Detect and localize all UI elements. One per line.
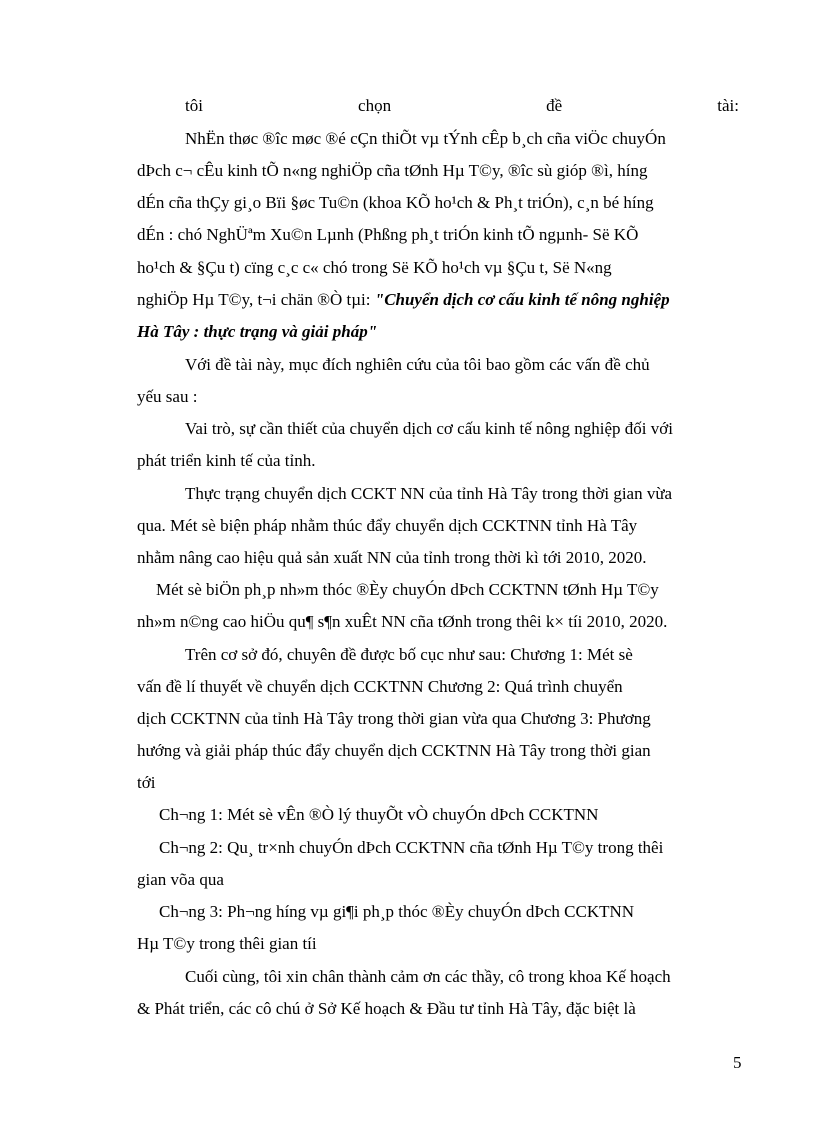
topic-prefix: nghiÖp Hµ T©y, t¬i chän ®Ò tµi:: [137, 290, 375, 309]
intro-word: tài:: [717, 96, 739, 115]
body-line: tới: [137, 773, 156, 792]
body-line: NhËn thøc ®îc møc ®é cÇn thiÕt vµ tÝnh cÊp b¸ch cña viÖc chuyÓn: [185, 129, 666, 148]
topic-line: [137, 288, 741, 312]
body-line: hướng và giải pháp thúc đẩy chuyển dịch CCKTNN Hà Tây trong thời gian: [137, 741, 651, 760]
chapter-line: gian võa qua: [137, 870, 224, 889]
body-line: Với đề tài này, mục đích nghiên cứu của tôi bao gồm các vấn đề chủ: [185, 355, 650, 374]
body-line: nhằm nâng cao hiệu quả sản xuất NN của tỉnh trong thời kì tới 2010, 2020.: [137, 548, 647, 567]
chapter-line: Ch¬ng 3: Ph¬ng híng vµ gi¶i ph¸p thóc ®Èy chuyÓn dÞch CCKTNN: [159, 902, 635, 921]
topic-title: "Chuyển dịch cơ cấu kinh tế nông nghiệp: [374, 290, 670, 309]
body-line: Thực trạng chuyển dịch CCKT NN của tỉnh Hà Tây trong thời gian vừa: [185, 484, 673, 503]
body-line: & Phát triển, các cô chú ở Sở Kế hoạch & Đầu tư tỉnh Hà Tây, đặc biệt là: [137, 999, 636, 1018]
chapter-line: Hµ T©y trong thêi gian tíi: [137, 934, 317, 953]
body-line: nh»m n©ng cao hiÖu qu¶ s¶n xuÊt NN cña tØnh trong thêi k× tíi 2010, 2020.: [137, 612, 668, 631]
body-line: ho¹ch & §Çu t) cïng c¸c c« chó trong Së KÕ ho¹ch vµ §Çu t, Së N«ng: [137, 258, 612, 277]
body-line: Mét sè biÖn ph¸p nh»m thóc ®Èy chuyÓn dÞch CCKTNN tØnh Hµ T©y: [156, 580, 659, 599]
body-line: phát triển kinh tế của tỉnh.: [137, 451, 316, 470]
body-line: yếu sau :: [137, 387, 198, 406]
body-line: Vai trò, sự cần thiết của chuyển dịch cơ cấu kinh tế nông nghiệp đối với: [185, 419, 673, 438]
topic-title-cont: Hà Tây : thực trạng và giải pháp": [137, 322, 378, 341]
body-line: Trên cơ sở đó, chuyên đề được bố cục như sau: Chương 1: Mét sè: [185, 645, 633, 664]
body-line: qua. Mét sè biện pháp nhằm thúc đẩy chuyển dịch CCKTNN tỉnh Hà Tây: [137, 516, 638, 535]
body-line: dịch CCKTNN của tỉnh Hà Tây trong thời gian vừa qua Chương 3: Phương: [137, 709, 651, 728]
intro-word: chọn: [358, 96, 392, 115]
page-number: 5: [733, 1053, 742, 1072]
intro-word: tôi: [185, 96, 203, 115]
body-line: Cuối cùng, tôi xin chân thành cảm ơn các thầy, cô trong khoa Kế hoạch: [185, 967, 671, 986]
body-line: dÞch c¬ cÊu kinh tÕ n«ng nghiÖp cña tØnh Hµ T©y, ®îc sù gióp ®ì, híng: [137, 161, 648, 180]
chapter-line: Ch¬ng 2: Qu¸ tr×nh chuyÓn dÞch CCKTNN cña tØnh Hµ T©y trong thêi: [159, 838, 664, 857]
body-line: vấn đề lí thuyết về chuyển dịch CCKTNN Chương 2: Quá trình chuyển: [137, 677, 623, 696]
intro-word: đề: [546, 96, 563, 115]
body-line: dÉn cña thÇy gi¸o Bïi §øc Tu©n (khoa KÕ ho¹ch & Ph¸t triÓn), c¸n bé híng: [137, 193, 654, 212]
chapter-line: Ch¬ng 1: Mét sè vÊn ®Ò lý thuyÕt vÒ chuyÓn dÞch CCKTNN: [159, 805, 599, 824]
body-line: dÉn : chó NghÜªm Xu©n Lµnh (Phßng ph¸t triÓn kinh tÕ ngµnh- Së KÕ: [137, 225, 639, 244]
intro-line: [185, 94, 739, 118]
